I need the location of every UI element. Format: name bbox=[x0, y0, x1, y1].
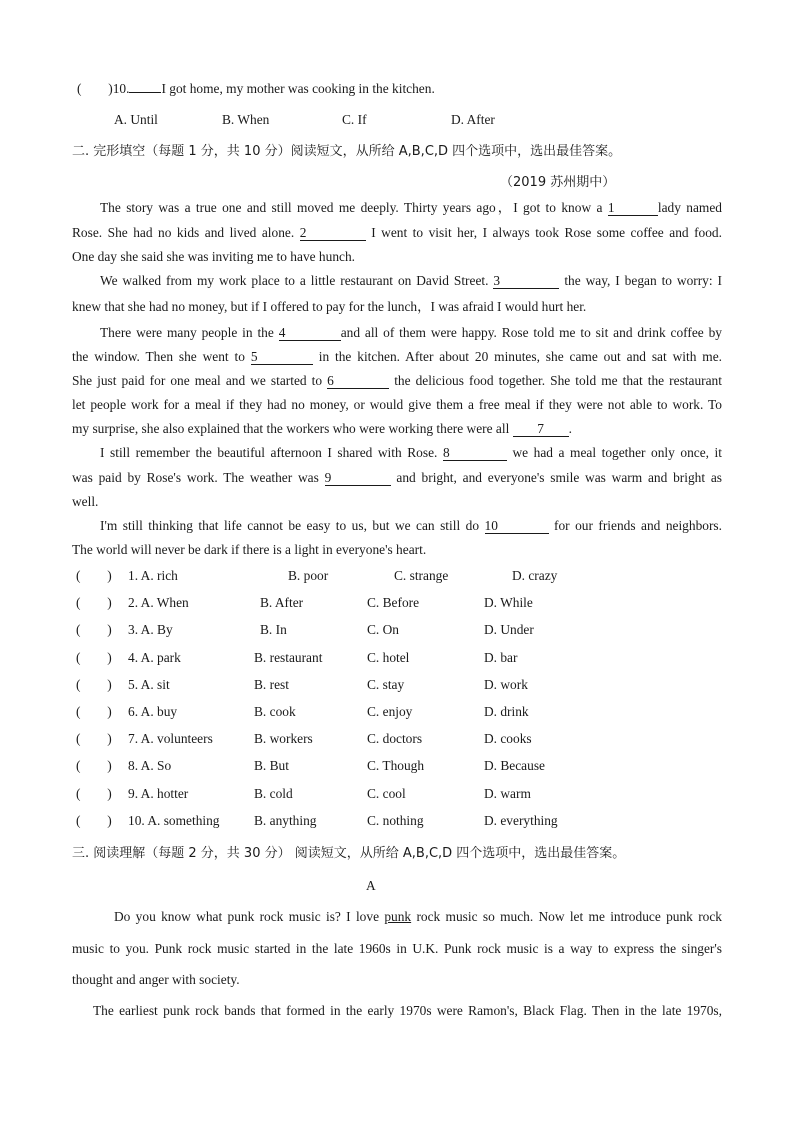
passage-line: The world will never be dark if there is a light in everyone's heart. bbox=[72, 542, 427, 557]
section-2-heading: 二. 完形填空（每题 1 分，共 10 分）阅读短文，从所给 A,B,C,D 四个选项中，选出最佳答案。 bbox=[72, 144, 622, 159]
option-c: C. On bbox=[367, 622, 399, 637]
option-b: B. restaurant bbox=[254, 650, 323, 665]
passage-line: knew that she had no money, but if I offered to pay for the lunch，I was afraid I would hurt her. bbox=[72, 299, 587, 314]
option-a: 3. A. By bbox=[128, 622, 173, 637]
reading-line: music to you. Punk rock music started in the late 1960s in U.K. Punk rock music is a way to express the singer's bbox=[72, 941, 722, 956]
option-a: 10. A. something bbox=[128, 813, 220, 828]
answer-paren: ( ) bbox=[76, 704, 112, 719]
passage-line: the window. Then she went to 5 in the kitchen. After about 20 minutes, she came out and sat with me. bbox=[72, 349, 722, 364]
option-d: D. drink bbox=[484, 704, 529, 719]
option-c: C. Though bbox=[367, 758, 425, 773]
blank-1: 1 bbox=[608, 200, 658, 216]
answer-paren: ( ) bbox=[76, 677, 112, 692]
option-a: 1. A. rich bbox=[128, 568, 178, 583]
option-c: C. stay bbox=[367, 677, 405, 692]
option-d: D. While bbox=[484, 595, 533, 610]
option-d: D. warm bbox=[484, 786, 531, 801]
option-b: B. rest bbox=[254, 677, 289, 692]
blank-7: 7 bbox=[513, 421, 569, 437]
option-b: B. poor bbox=[288, 568, 329, 583]
answer-paren: ( ) bbox=[76, 650, 112, 665]
option-b: B. In bbox=[260, 622, 287, 637]
q10-option-c: C. If bbox=[342, 112, 367, 127]
option-d: D. Because bbox=[484, 758, 545, 773]
option-b: B. workers bbox=[254, 731, 313, 746]
passage-line: well. bbox=[72, 494, 99, 509]
option-b: B. anything bbox=[254, 813, 317, 828]
answer-paren: ( ) bbox=[77, 81, 113, 96]
source-note: （2019 苏州期中） bbox=[500, 175, 616, 190]
option-d: D. work bbox=[484, 677, 528, 692]
passage-line: my surprise, she also explained that the workers who were working there were all 7 . bbox=[72, 421, 573, 436]
option-a: 5. A. sit bbox=[128, 677, 170, 692]
option-a: 6. A. buy bbox=[128, 704, 178, 719]
answer-paren: ( ) bbox=[76, 731, 112, 746]
question-text: I got home, my mother was cooking in the kitchen. bbox=[161, 81, 435, 96]
option-b: B. cold bbox=[254, 786, 293, 801]
option-a: 8. A. So bbox=[128, 758, 172, 773]
underlined-word: punk bbox=[384, 909, 412, 924]
passage-line: We walked from my work place to a little restaurant on David Street. 3 the way, I began to worry: I bbox=[100, 273, 722, 288]
option-b: B. But bbox=[254, 758, 289, 773]
answer-paren: ( ) bbox=[76, 786, 112, 801]
option-a: 4. A. park bbox=[128, 650, 181, 665]
option-c: C. cool bbox=[367, 786, 406, 801]
blank-2: 2 bbox=[300, 225, 366, 241]
blank-9: 9 bbox=[325, 470, 391, 486]
q10-line bbox=[77, 80, 435, 98]
option-c: C. strange bbox=[394, 568, 449, 583]
section-3-heading: 三. 阅读理解（每题 2 分，共 30 分） 阅读短文，从所给 A,B,C,D 四个选项中，选出最佳答案。 bbox=[72, 846, 626, 861]
option-a: 2. A. When bbox=[128, 595, 189, 610]
part-label: A bbox=[366, 878, 376, 893]
option-c: C. enjoy bbox=[367, 704, 413, 719]
passage-line: There were many people in the 4 and all of them were happy. Rose told me to sit and drink coffee by bbox=[100, 325, 722, 340]
option-d: D. Under bbox=[484, 622, 534, 637]
option-a: 7. A. volunteers bbox=[128, 731, 213, 746]
passage-line: was paid by Rose's work. The weather was 9 and bright, and everyone's smile was warm and bright as bbox=[72, 470, 722, 485]
passage-line: let people work for a meal if they had no money, or would give them a free meal if they were not able to work. To bbox=[72, 397, 722, 412]
passage-line: I still remember the beautiful afternoon I shared with Rose. 8 we had a meal together only once, it bbox=[100, 445, 723, 460]
option-b: B. After bbox=[260, 595, 304, 610]
answer-paren: ( ) bbox=[76, 813, 112, 828]
answer-paren: ( ) bbox=[76, 758, 112, 773]
option-d: D. bar bbox=[484, 650, 518, 665]
option-c: C. Before bbox=[367, 595, 420, 610]
option-d: D. crazy bbox=[512, 568, 558, 583]
option-d: D. cooks bbox=[484, 731, 532, 746]
blank-4: 4 bbox=[279, 325, 341, 341]
option-c: C. hotel bbox=[367, 650, 410, 665]
option-d: D. everything bbox=[484, 813, 558, 828]
option-a: 9. A. hotter bbox=[128, 786, 189, 801]
q10-option-a: A. Until bbox=[114, 112, 158, 127]
blank-8: 8 bbox=[443, 445, 507, 461]
q10-option-d: D. After bbox=[451, 112, 495, 127]
blank-10: 10 bbox=[485, 518, 549, 534]
answer-paren: ( ) bbox=[76, 622, 112, 637]
blank-6: 6 bbox=[327, 373, 389, 389]
answer-paren: ( ) bbox=[76, 595, 112, 610]
blank-3: 3 bbox=[493, 273, 559, 289]
passage-line: I'm still thinking that life cannot be easy to us, but we can still do 10 for our friends and neighbors. bbox=[100, 518, 722, 533]
passage-line: Rose. She had no kids and lived alone. 2 I went to visit her, I always took Rose some coffee and food. bbox=[72, 225, 722, 240]
blank-line bbox=[129, 92, 161, 93]
option-c: C. nothing bbox=[367, 813, 424, 828]
passage-line: One day she said she was inviting me to have hunch. bbox=[72, 249, 356, 264]
reading-line: The earliest punk rock bands that formed in the early 1970s were Ramon's, Black Flag. Then in the late 1970s, bbox=[93, 1003, 722, 1018]
passage-line: She just paid for one meal and we started to 6 the delicious food together. She told me that the restaurant bbox=[72, 373, 722, 388]
reading-line: thought and anger with society. bbox=[72, 972, 240, 987]
reading-line: Do you know what punk rock music is? I love punk rock music so much. Now let me introduce punk rock bbox=[114, 909, 722, 924]
option-b: B. cook bbox=[254, 704, 296, 719]
answer-paren: ( ) bbox=[76, 568, 112, 583]
q10-option-b: B. When bbox=[222, 112, 270, 127]
question-number: 10. bbox=[112, 81, 130, 96]
blank-5: 5 bbox=[251, 349, 313, 365]
passage-line: The story was a true one and still moved me deeply. Thirty years ago，I got to know a 1 lady named bbox=[100, 200, 722, 215]
option-c: C. doctors bbox=[367, 731, 423, 746]
